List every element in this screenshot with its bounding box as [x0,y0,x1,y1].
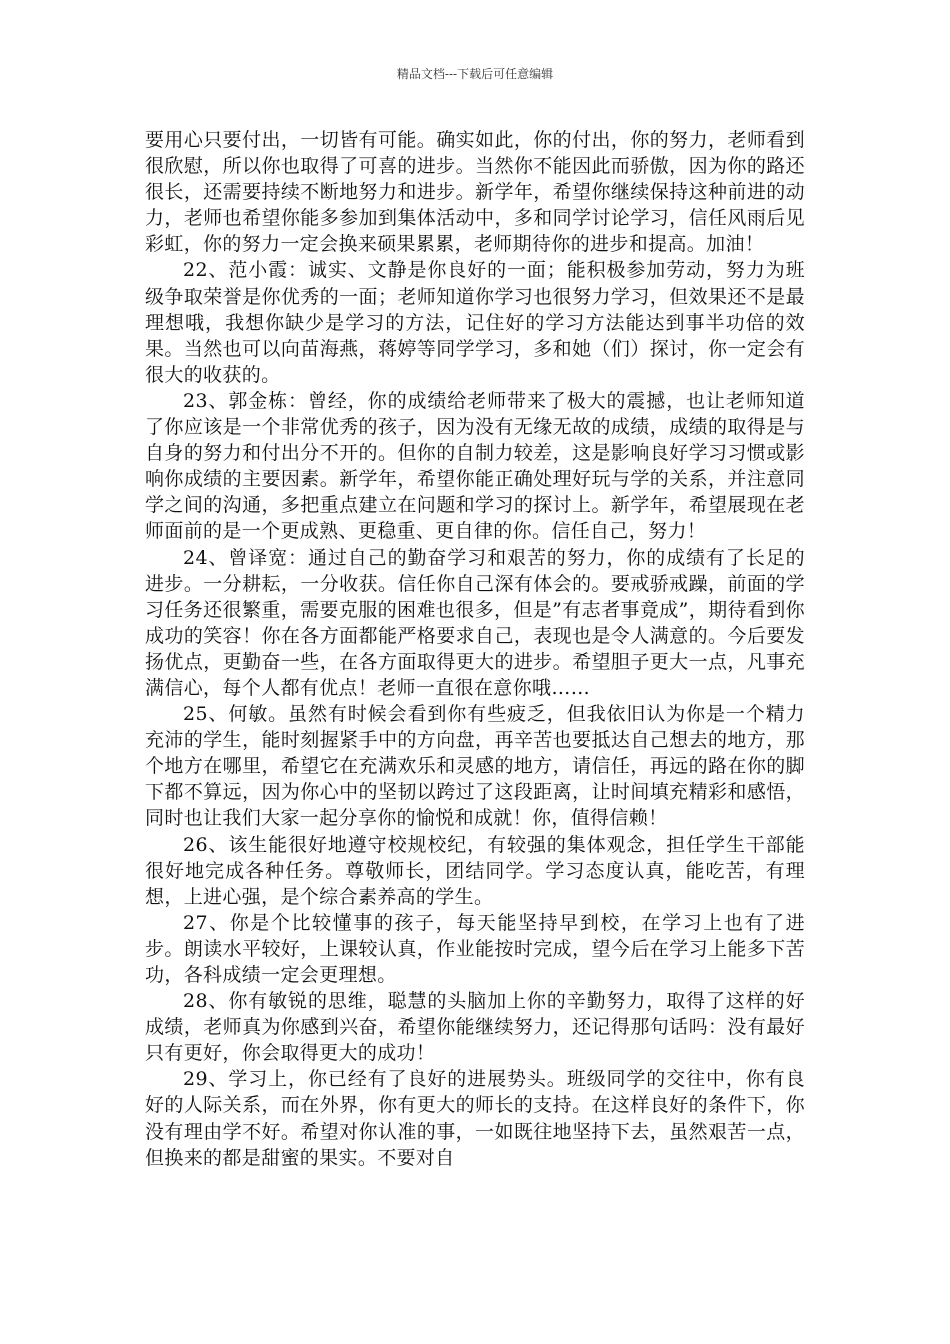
paragraph-comment-29: 29、学习上，你已经有了良好的进展势头。班级同学的交往中，你有良好的人际关系，而在外界，你有更大的师长的支持。在这样良好的条件下，你没有理由学不好。希望对你认准的事，一如既往地坚持下去，虽然艰苦一点，但换来的都是甜蜜的果实。不要对自 [145,1068,805,1169]
page-header: 精品文档---下载后可任意编辑 [396,67,554,81]
paragraph-comment-26: 26、该生能很好地遵守校规校纪，有较强的集体观念，担任学生干部能很好地完成各种任务。尊敬师长，团结同学。学习态度认真，能吃苦，有理想，上进心强，是个综合素养高的学生。 [145,833,805,908]
paragraph-comment-25: 25、何敏。虽然有时候会看到你有些疲乏，但我依旧认为你是一个精力充沛的学生，能时刻握紧手中的方向盘，再辛苦也要抵达自己想去的地方，那个地方在哪里，希望它在充满欢乐和灵感的地方，请信任，再远的路在你的脚下都不算远，因为你心中的坚韧以跨过了这段距离，让时间填充精彩和感悟，同时也让我们大家一起分享你的愉悦和成就！你，值得信赖！ [145,703,805,830]
paragraph-continuation: 要用心只要付出，一切皆有可能。确实如此，你的付出，你的努力，老师看到很欣慰，所以你也取得了可喜的进步。当然你不能因此而骄傲，因为你的路还很长，还需要持续不断地努力和进步。新学年，希望你继续保持这种前进的动力，老师也希望你能多参加到集体活动中，多和同学讨论学习，信任风雨后见彩虹，你的努力一定会换来硕果累累，老师期待你的进步和提高。加油！ [145,129,805,256]
paragraph-comment-23: 23、郭金栋：曾经，你的成绩给老师带来了极大的震撼，也让老师知道了你应该是一个非常优秀的孩子，因为没有无缘无故的成绩，成绩的取得是与自身的努力和付出分不开的。但你的自制力较差，这是影响良好学习习惯或影响你成绩的主要因素。新学年，希望你能正确处理好玩与学的关系，并注意同学之间的沟通，多把重点建立在问题和学习的探讨上。新学年，希望展现在老师面前的是一个更成熟、更稳重、更自律的你。信任自己，努力！ [145,389,805,543]
paragraph-comment-24: 24、曾译宽：通过自己的勤奋学习和艰苦的努力，你的成绩有了长足的进步。一分耕耘，一分收获。信任你自己深有体会的。要戒骄戒躁，前面的学习任务还很繁重，需要克服的困难也很多，但是”有志者事竟成”，期待看到你成功的笑容！你在各方面都能严格要求自己，表现也是令人满意的。今后要发扬优点，更勤奋一些，在各方面取得更大的进步。希望胆子更大一点，凡事充满信心，每个人都有优点！老师一直很在意你哦…… [145,546,805,699]
paragraph-comment-27: 27、你是个比较懂事的孩子，每天能坚持早到校，在学习上也有了进步。朗读水平较好，上课较认真，作业能按时完成，望今后在学习上能多下苦功，各科成绩一定会更理想。 [145,911,805,986]
paragraph-comment-22: 22、范小霞：诚实、文静是你良好的一面；能积极参加劳动，努力为班级争取荣誉是你优秀的一面；老师知道你学习也很努力学习，但效果还不是最理想哦，我想你缺少是学习的方法，记住好的学习方法能达到事半功倍的效果。当然也可以向苗海燕，蒋婷等同学学习，多和她（们）探讨，你一定会有很大的收获的。 [145,259,805,386]
paragraph-comment-28: 28、你有敏锐的思维，聪慧的头脑加上你的辛勤努力，取得了这样的好成绩，老师真为你感到兴奋，希望你能继续努力，还记得那句话吗：没有最好只有更好，你会取得更大的成功！ [145,990,805,1065]
document-body [145,127,805,1171]
